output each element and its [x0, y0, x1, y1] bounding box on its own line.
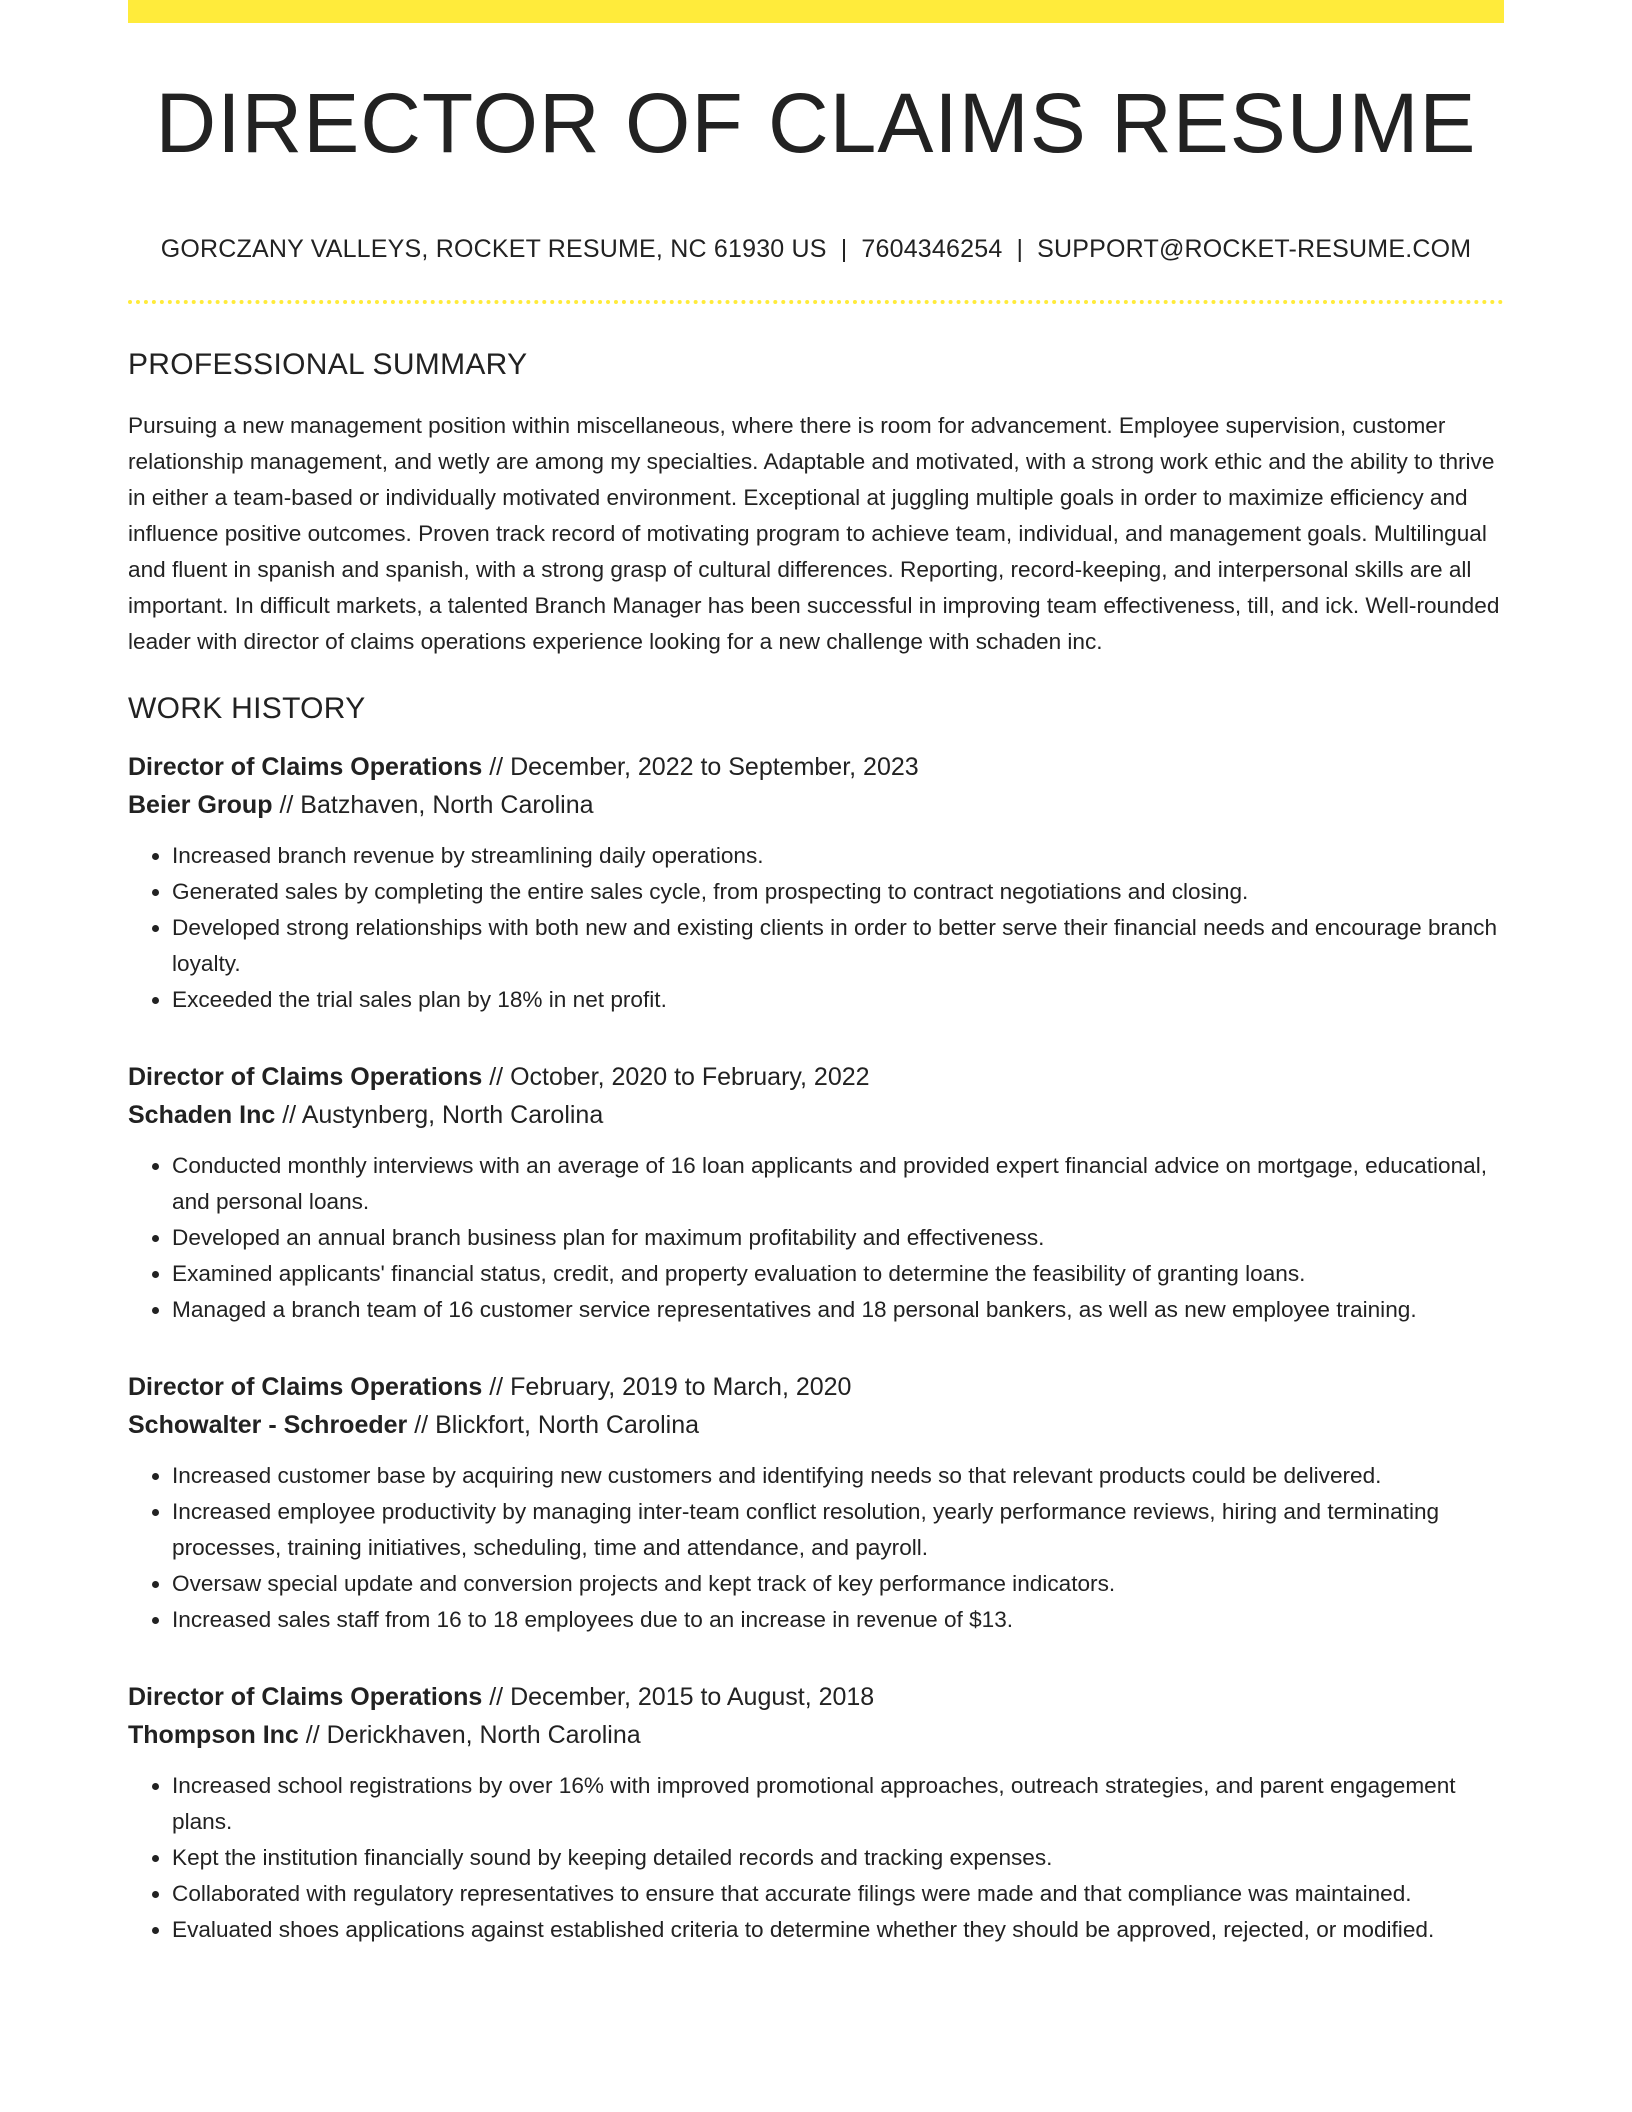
work-history-list — [128, 748, 1504, 1948]
job-divider: // — [489, 1063, 504, 1091]
job-bullet: • Increased school registrations by over 16% with improved promotional approaches, outreach strategies, and parent engagement plans. — [172, 1768, 1504, 1840]
job-title: Director of Claims Operations — [128, 1063, 483, 1091]
summary-text: Pursuing a new management position within miscellaneous, where there is room for advancement. Employee supervision, customer relationship management, and wetly are among my specialties. Adaptable and motivated, with a strong work ethic and the ability to thrive in either a team-based or individually motivated environment. Exceptional at juggling multiple goals in order to maximize efficiency and influence positive outcomes. Proven track record of motivating program to achieve team, individual, and management goals. Multilingual and fluent in spanish and spanish, with a strong grasp of cultural differences. Reporting, record-keeping, and interpersonal skills are all important. In difficult markets, a talented Branch Manager has been successful in improving team effectiveness, till, and ick. Well-rounded leader with director of claims operations experience looking for a new challenge with schaden inc. — [128, 413, 1500, 654]
job-location: Austynberg, North Carolina — [301, 1101, 604, 1129]
job-bullet-list — [128, 1458, 1504, 1638]
job-company-line — [128, 786, 1504, 824]
top-accent-bar — [128, 0, 1504, 23]
job-company: Schowalter - Schroeder — [128, 1411, 408, 1439]
job-bullet: • Developed an annual branch business plan for maximum profitability and effectiveness. — [172, 1220, 1504, 1256]
job-bullet: • Conducted monthly interviews with an average of 16 loan applicants and provided expert financial advice on mortgage, educational, and personal loans. — [172, 1148, 1504, 1220]
job-entry — [128, 748, 1504, 1018]
job-title: Director of Claims Operations — [128, 753, 483, 781]
job-dates: December, 2022 to September, 2023 — [510, 753, 919, 781]
job-company-line — [128, 1096, 1504, 1134]
job-entry — [128, 1678, 1504, 1948]
job-location: Batzhaven, North Carolina — [300, 791, 594, 819]
job-dates: February, 2019 to March, 2020 — [510, 1373, 852, 1401]
job-bullet: • Examined applicants' financial status, credit, and property evaluation to determine the feasibility of granting loans. — [172, 1256, 1504, 1292]
job-entry — [128, 1368, 1504, 1638]
job-divider: // — [282, 1101, 297, 1129]
job-bullet: • Increased customer base by acquiring new customers and identifying needs so that relevant products could be delivered. — [172, 1458, 1504, 1494]
contact-separator: | — [1016, 235, 1024, 263]
job-company: Beier Group — [128, 791, 273, 819]
job-bullet: • Managed a branch team of 16 customer service representatives and 18 personal bankers, as well as new employee training. — [172, 1292, 1504, 1328]
job-bullet-list — [128, 1768, 1504, 1948]
job-bullet: • Generated sales by completing the entire sales cycle, from prospecting to contract negotiations and closing. — [172, 874, 1504, 910]
job-bullet-list — [128, 838, 1504, 1018]
header-divider — [128, 300, 1504, 304]
job-bullet: • Kept the institution financially sound by keeping detailed records and tracking expenses. — [172, 1840, 1504, 1876]
job-company: Schaden Inc — [128, 1101, 276, 1129]
contact-line — [128, 235, 1504, 264]
job-bullet: • Increased sales staff from 16 to 18 employees due to an increase in revenue of $13. — [172, 1602, 1504, 1638]
job-location: Blickfort, North Carolina — [435, 1411, 700, 1439]
job-divider: // — [414, 1411, 429, 1439]
job-bullet: • Oversaw special update and conversion projects and kept track of key performance indicators. — [172, 1566, 1504, 1602]
job-bullet: • Exceeded the trial sales plan by 18% in net profit. — [172, 982, 1504, 1018]
contact-separator: | — [840, 235, 848, 263]
job-divider: // — [489, 1373, 504, 1401]
job-title-line — [128, 1678, 1504, 1716]
job-entry — [128, 1058, 1504, 1328]
work-history-heading: WORK HISTORY — [128, 692, 366, 725]
summary-heading: PROFESSIONAL SUMMARY — [128, 348, 528, 381]
job-title: Director of Claims Operations — [128, 1683, 483, 1711]
job-title: Director of Claims Operations — [128, 1373, 483, 1401]
job-location: Derickhaven, North Carolina — [326, 1721, 641, 1749]
job-bullet: • Developed strong relationships with both new and existing clients in order to better serve their financial needs and encourage branch loyalty. — [172, 910, 1504, 982]
job-bullet: • Evaluated shoes applications against established criteria to determine whether they should be approved, rejected, or modified. — [172, 1912, 1504, 1948]
job-company: Thompson Inc — [128, 1721, 299, 1749]
job-bullet: • Increased branch revenue by streamlining daily operations. — [172, 838, 1504, 874]
job-bullet: • Increased employee productivity by managing inter-team conflict resolution, yearly performance reviews, hiring and terminating processes, training initiatives, scheduling, time and attendance, and payroll. — [172, 1494, 1504, 1566]
job-bullet: • Collaborated with regulatory representatives to ensure that accurate filings were made and that compliance was maintained. — [172, 1876, 1504, 1912]
job-bullet-list — [128, 1148, 1504, 1328]
job-dates: October, 2020 to February, 2022 — [510, 1063, 870, 1091]
job-title-line — [128, 748, 1504, 786]
job-company-line — [128, 1406, 1504, 1444]
job-divider: // — [489, 1683, 504, 1711]
job-divider: // — [489, 753, 504, 781]
job-title-line — [128, 1368, 1504, 1406]
contact-address: GORCZANY VALLEYS, ROCKET RESUME, NC 61930 US — [160, 235, 827, 263]
job-title-line — [128, 1058, 1504, 1096]
job-dates: December, 2015 to August, 2018 — [510, 1683, 875, 1711]
contact-email: SUPPORT@ROCKET-RESUME.COM — [1037, 235, 1472, 263]
contact-phone: 7604346254 — [861, 235, 1003, 263]
job-company-line — [128, 1716, 1504, 1754]
page-title: DIRECTOR OF CLAIMS RESUME — [155, 76, 1477, 170]
resume-page — [128, 0, 1504, 1948]
job-divider: // — [279, 791, 294, 819]
job-divider: // — [305, 1721, 320, 1749]
